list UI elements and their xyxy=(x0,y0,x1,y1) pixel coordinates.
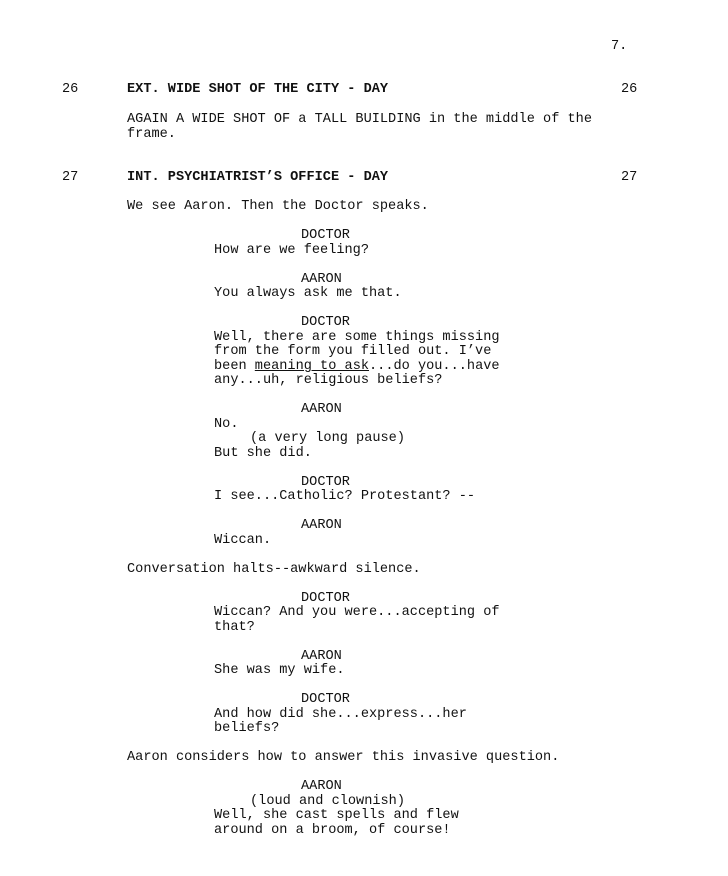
action-line: AGAIN A WIDE SHOT OF a TALL BUILDING in the middle of the xyxy=(127,112,592,127)
character-name: AARON xyxy=(301,518,342,533)
character-name: DOCTOR xyxy=(301,315,350,330)
action-line: frame. xyxy=(127,127,176,142)
dialogue-text: been xyxy=(214,359,255,374)
dialogue-line: beliefs? xyxy=(214,721,280,736)
character-name: AARON xyxy=(301,272,342,287)
dialogue-line: No. xyxy=(214,417,239,432)
scene-number-right: 26 xyxy=(621,82,638,97)
dialogue-line: around on a broom, of course! xyxy=(214,823,451,838)
character-name: DOCTOR xyxy=(301,591,350,606)
dialogue-line: Well, she cast spells and flew xyxy=(214,808,459,823)
scene-number-right: 27 xyxy=(621,170,638,185)
parenthetical: (a very long pause) xyxy=(250,431,405,446)
dialogue-line: any...uh, religious beliefs? xyxy=(214,373,443,388)
scene-number-left: 27 xyxy=(62,170,79,185)
character-name: DOCTOR xyxy=(301,692,350,707)
action-line: Conversation halts--awkward silence. xyxy=(127,562,421,577)
character-name: AARON xyxy=(301,649,342,664)
action-line: Aaron considers how to answer this invasive question. xyxy=(127,750,560,765)
dialogue-line: She was my wife. xyxy=(214,663,345,678)
character-name: DOCTOR xyxy=(301,228,350,243)
dialogue-text: ...do you...have xyxy=(369,359,500,374)
dialogue-line: I see...Catholic? Protestant? -- xyxy=(214,489,476,504)
dialogue-line: Wiccan? And you were...accepting of xyxy=(214,605,500,620)
dialogue-line: that? xyxy=(214,620,255,635)
dialogue-line: You always ask me that. xyxy=(214,286,402,301)
dialogue-line: Well, there are some things missing xyxy=(214,330,500,345)
underlined-text: meaning to ask xyxy=(254,359,370,374)
dialogue-line: from the form you filled out. I’ve xyxy=(214,344,492,359)
parenthetical: (loud and clownish) xyxy=(250,794,405,809)
action-line: We see Aaron. Then the Doctor speaks. xyxy=(127,199,429,214)
character-name: AARON xyxy=(301,402,342,417)
scene-number-left: 26 xyxy=(62,82,79,97)
dialogue-line: And how did she...express...her xyxy=(214,707,467,722)
page-number: 7. xyxy=(611,39,628,54)
dialogue-line: How are we feeling? xyxy=(214,243,369,258)
dialogue-line: Wiccan. xyxy=(214,533,272,548)
scene-heading: INT. PSYCHIATRIST’S OFFICE - DAY xyxy=(127,170,389,185)
character-name: DOCTOR xyxy=(301,475,350,490)
scene-heading: EXT. WIDE SHOT OF THE CITY - DAY xyxy=(127,82,389,97)
character-name: AARON xyxy=(301,779,342,794)
dialogue-line: But she did. xyxy=(214,446,312,461)
